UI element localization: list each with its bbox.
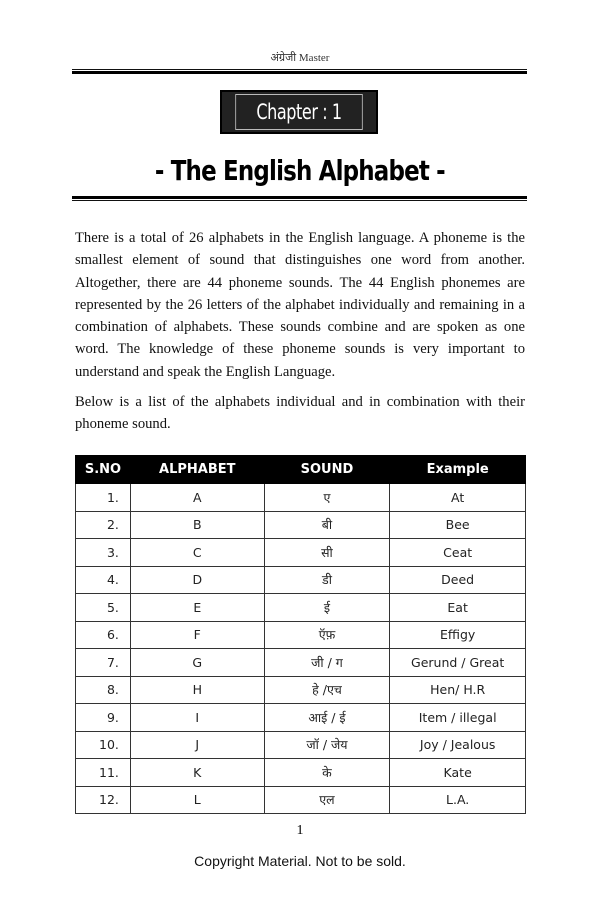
copyright-notice: Copyright Material. Not to be sold. [194,853,406,869]
cell-alphabet: L [130,786,264,814]
cell-example: L.A. [390,786,526,814]
cell-sno: 9. [76,704,131,732]
page-title-text: - The English Alphabet - [154,154,446,187]
header-rule-thin [72,69,527,70]
header-rule [72,69,527,75]
chapter-label: Chapter : 1 [235,94,363,130]
table-header-row [76,456,526,484]
cell-example: At [390,484,526,512]
table-row [76,539,526,567]
table-row [76,621,526,649]
table-row [76,676,526,704]
table-row [76,786,526,814]
list-intro-paragraph: Below is a list of the alphabets individual and in combination with their phoneme sound. [75,394,525,433]
header-alphabet: ALPHABET [130,456,264,484]
cell-example: Gerund / Great [390,649,526,677]
cell-sound: जॉ / जेय [264,731,390,759]
table-row [76,594,526,622]
header-sound: SOUND [264,456,390,484]
cell-alphabet: K [130,759,264,787]
cell-example: Bee [390,511,526,539]
cell-sno: 5. [76,594,131,622]
page-title [0,154,600,187]
cell-alphabet: I [130,704,264,732]
cell-sno: 6. [76,621,131,649]
intro-paragraph: There is a total of 26 alphabets in the English language. A phoneme is the smallest element of sound that distinguishes one word from another. Altogether, there are 44 phoneme sounds. The 44 English phonemes are represented by the 26 letters of the alphabet individually and remaining in a combination of alphabets. These sounds combine and are spoken as one word. The knowledge of these phoneme sounds is very important to understand and speak the English Language. [75,230,525,380]
table-row [76,649,526,677]
table-row [76,511,526,539]
table-row [76,731,526,759]
cell-sound: डी [264,566,390,594]
table-row [76,566,526,594]
cell-sno: 7. [76,649,131,677]
page-number: 1 [296,823,304,838]
cell-example: Joy / Jealous [390,731,526,759]
cell-alphabet: J [130,731,264,759]
cell-alphabet: H [130,676,264,704]
table-row [76,759,526,787]
cell-alphabet: G [130,649,264,677]
chapter-box [220,90,378,134]
table-row [76,704,526,732]
header-rule-thick [72,71,527,74]
cell-sno: 2. [76,511,131,539]
title-rule [72,196,527,202]
cell-alphabet: E [130,594,264,622]
cell-example: Kate [390,759,526,787]
cell-sno: 1. [76,484,131,512]
cell-sno: 4. [76,566,131,594]
cell-alphabet: D [130,566,264,594]
cell-sound: एल [264,786,390,814]
cell-sound: सी [264,539,390,567]
header-sno: S.NO [76,456,131,484]
cell-example: Ceat [390,539,526,567]
cell-sno: 8. [76,676,131,704]
cell-sound: आई / ई [264,704,390,732]
cell-sound: ई [264,594,390,622]
cell-sno: 12. [76,786,131,814]
cell-alphabet: B [130,511,264,539]
cell-sound: हे /एच [264,676,390,704]
cell-sound: जी / ग [264,649,390,677]
cell-sound: ए [264,484,390,512]
header-example: Example [390,456,526,484]
title-rule-thin [72,200,527,201]
cell-example: Eat [390,594,526,622]
cell-sno: 11. [76,759,131,787]
cell-example: Item / illegal [390,704,526,732]
cell-alphabet: F [130,621,264,649]
cell-sound: बी [264,511,390,539]
running-head: अंग्रेजी Master [270,52,330,64]
cell-example: Deed [390,566,526,594]
cell-example: Hen/ H.R [390,676,526,704]
cell-sno: 3. [76,539,131,567]
table-row [76,484,526,512]
alphabet-table [75,455,526,814]
cell-alphabet: C [130,539,264,567]
title-rule-thick [72,196,527,199]
cell-sno: 10. [76,731,131,759]
cell-sound: के [264,759,390,787]
cell-alphabet: A [130,484,264,512]
cell-example: Effigy [390,621,526,649]
cell-sound: ऍफ़ [264,621,390,649]
